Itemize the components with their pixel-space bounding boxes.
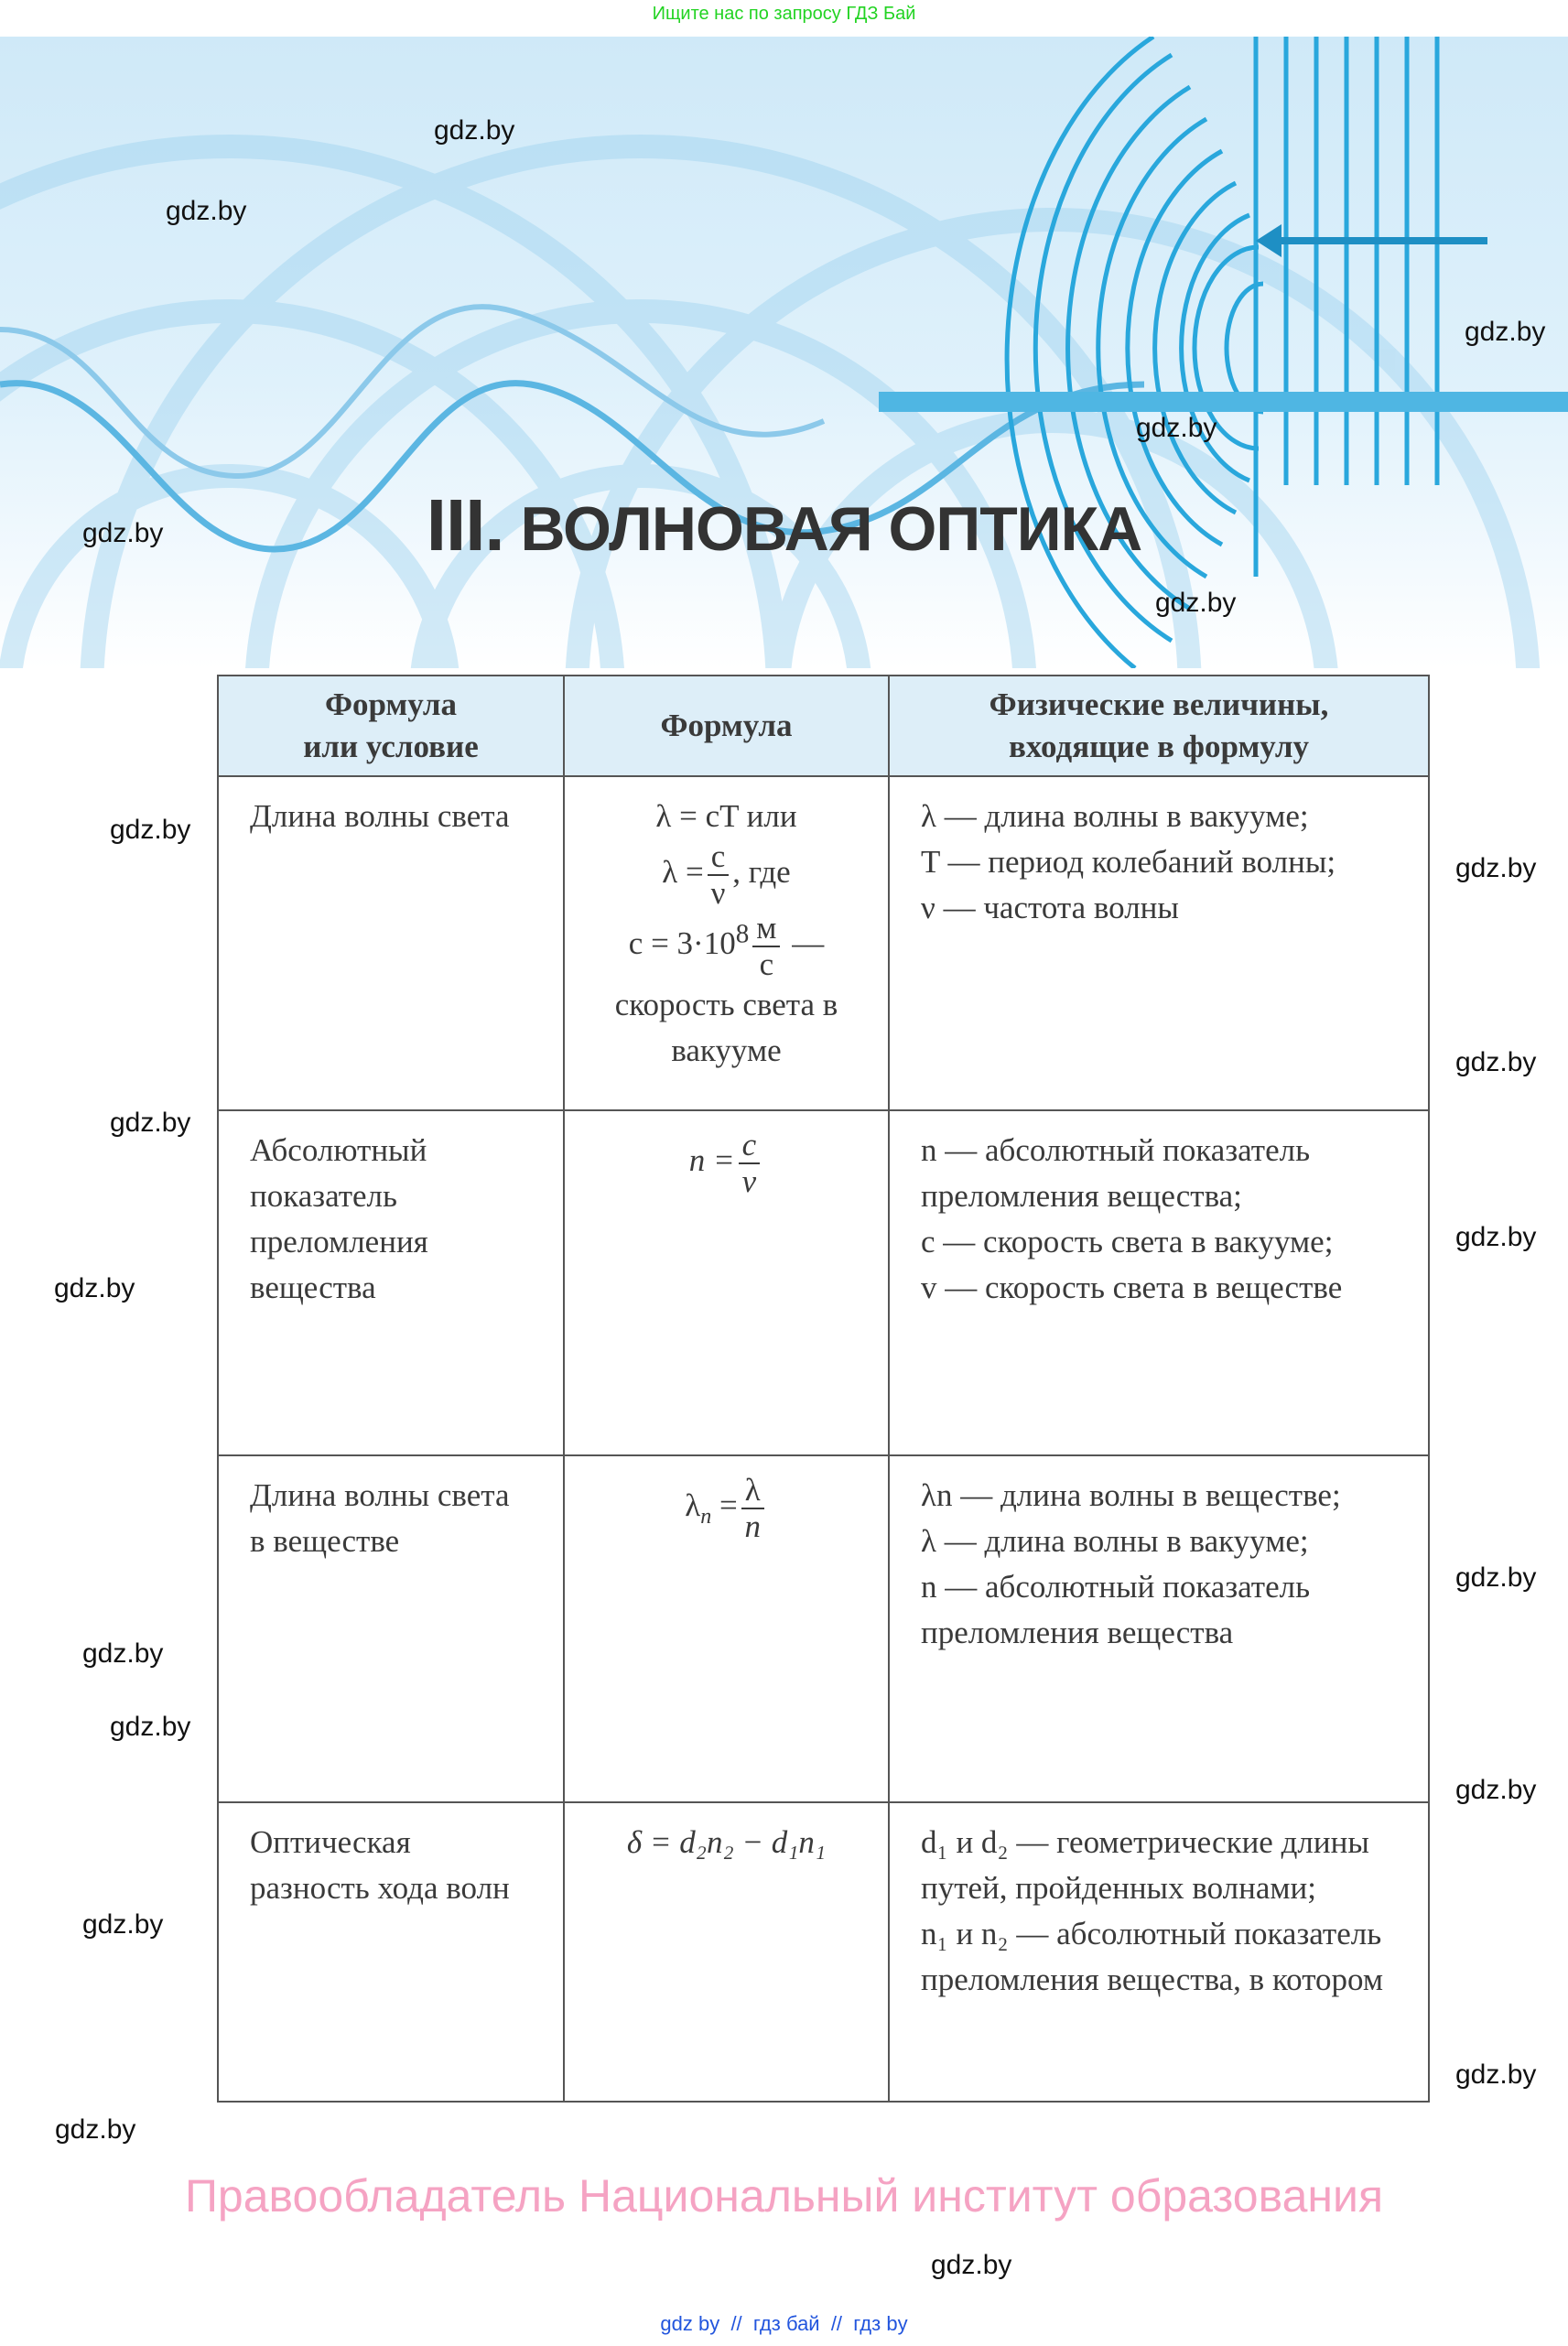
formula-text: c = 3·10 (628, 925, 736, 962)
formula-text: , где (732, 854, 791, 891)
watermark: gdz.by (1455, 1047, 1537, 1077)
formula-text: δ = d₂n₂ − d₁n₁ (626, 1824, 827, 1860)
condition-cell: Длина волны света (218, 776, 564, 1110)
formula-line: λ = cT или (655, 798, 797, 834)
formula-text: = (711, 1487, 738, 1524)
copyright-notice: Правообладатель Национальный институт образования (184, 2170, 1384, 2222)
chapter-name: ВОЛНОВАЯ ОПТИКА (520, 494, 1142, 564)
condition-cell: Абсолютный показатель преломления вещества (218, 1110, 564, 1455)
quantity-item: n — абсолютный показатель преломления вещества (921, 1569, 1311, 1650)
wave-banner (0, 37, 1568, 668)
quantity-item: T — период колебаний волны; (921, 844, 1336, 880)
watermark: gdz.by (110, 1108, 191, 1138)
watermark: gdz.by (1465, 317, 1546, 347)
fraction (708, 839, 730, 911)
quantities-cell (889, 776, 1429, 1110)
watermark: gdz.by (1455, 1222, 1537, 1252)
watermark: gdz.by (1155, 588, 1237, 618)
formula-line (578, 911, 875, 982)
formula-text: n = (688, 1142, 735, 1179)
watermark: gdz.by (54, 1273, 135, 1303)
watermark: gdz.by (1455, 1775, 1537, 1805)
wave-illustration (0, 37, 1568, 668)
quantities-cell (889, 1110, 1429, 1455)
denominator: ν (710, 875, 726, 911)
table-row (218, 1802, 1429, 2102)
top-search-link[interactable]: Ищите нас по запросу ГДЗ Бай (652, 4, 916, 24)
numerator: c (739, 1128, 761, 1164)
formula-cell (564, 1455, 889, 1802)
quantity-item: d₁ и d₂ — геометрические длины путей, пройденных волнами; (921, 1824, 1369, 1906)
watermark: gdz.by (82, 1638, 164, 1669)
quantities-cell (889, 1802, 1429, 2102)
watermark: gdz.by (82, 518, 164, 548)
formula-line: скорость света в вакууме (614, 987, 838, 1068)
header-quantities: Физические величины, входящие в формулу (889, 676, 1429, 776)
quantity-item: λ — длина волны в вакууме; (921, 798, 1309, 834)
formula-text: λ = (662, 854, 704, 891)
subscript: n (700, 1505, 712, 1530)
watermark: gdz.by (166, 196, 247, 226)
watermark: gdz.by (1455, 2060, 1537, 2090)
quantity-item: λn — длина волны в веществе; (921, 1477, 1341, 1513)
condition-cell: Оптическая разность хода волн (218, 1802, 564, 2102)
watermark: gdz.by (110, 1712, 191, 1742)
formula-text: λ (685, 1487, 701, 1524)
watermark: gdz.by (1136, 413, 1217, 443)
formula-cell (564, 1802, 889, 2102)
quantities-cell (889, 1455, 1429, 1802)
bottom-links[interactable]: gdz by // гдз бай // гдз by (660, 2312, 908, 2335)
table-row (218, 1110, 1429, 1455)
denominator: v (741, 1163, 757, 1199)
watermark: gdz.by (931, 2250, 1012, 2280)
quantity-item: n₁ и n₂ — абсолютный показатель преломления вещества, в котором (921, 1916, 1384, 1997)
header-condition: Формула или условие (218, 676, 564, 776)
formula-cell (564, 776, 889, 1110)
denominator: n (744, 1508, 761, 1544)
fraction (739, 1128, 761, 1199)
table-row (218, 776, 1429, 1110)
watermark: gdz.by (1455, 1562, 1537, 1593)
numerator: c (708, 839, 730, 876)
watermark: gdz.by (434, 115, 515, 146)
fraction (741, 1473, 764, 1544)
watermark: gdz.by (110, 815, 191, 845)
watermark: gdz.by (55, 2114, 136, 2145)
exponent: 8 (735, 919, 750, 949)
chapter-title (0, 483, 1568, 568)
fraction (752, 911, 780, 982)
formula-cell (564, 1110, 889, 1455)
condition-cell: Длина волны света в веществе (218, 1455, 564, 1802)
header-formula: Формула (564, 676, 889, 776)
watermark: gdz.by (1455, 853, 1537, 883)
quantity-item: v — скорость света в веществе (921, 1270, 1343, 1305)
table-header-row (218, 676, 1429, 776)
numerator: λ (741, 1473, 764, 1509)
watermark: gdz.by (82, 1909, 164, 1940)
table-row (218, 1455, 1429, 1802)
formula-text: — (784, 925, 825, 962)
quantity-item: λ — длина волны в вакууме; (921, 1523, 1309, 1559)
quantity-item: ν — частота волны (921, 890, 1179, 925)
quantity-item: c — скорость света в вакууме; (921, 1224, 1334, 1259)
formula-table (217, 675, 1430, 2103)
denominator: с (759, 946, 774, 982)
chapter-number: III. (426, 484, 504, 566)
numerator: м (752, 911, 780, 947)
formula-line (578, 839, 875, 911)
quantity-item: n — абсолютный показатель преломления вещества; (921, 1132, 1311, 1214)
